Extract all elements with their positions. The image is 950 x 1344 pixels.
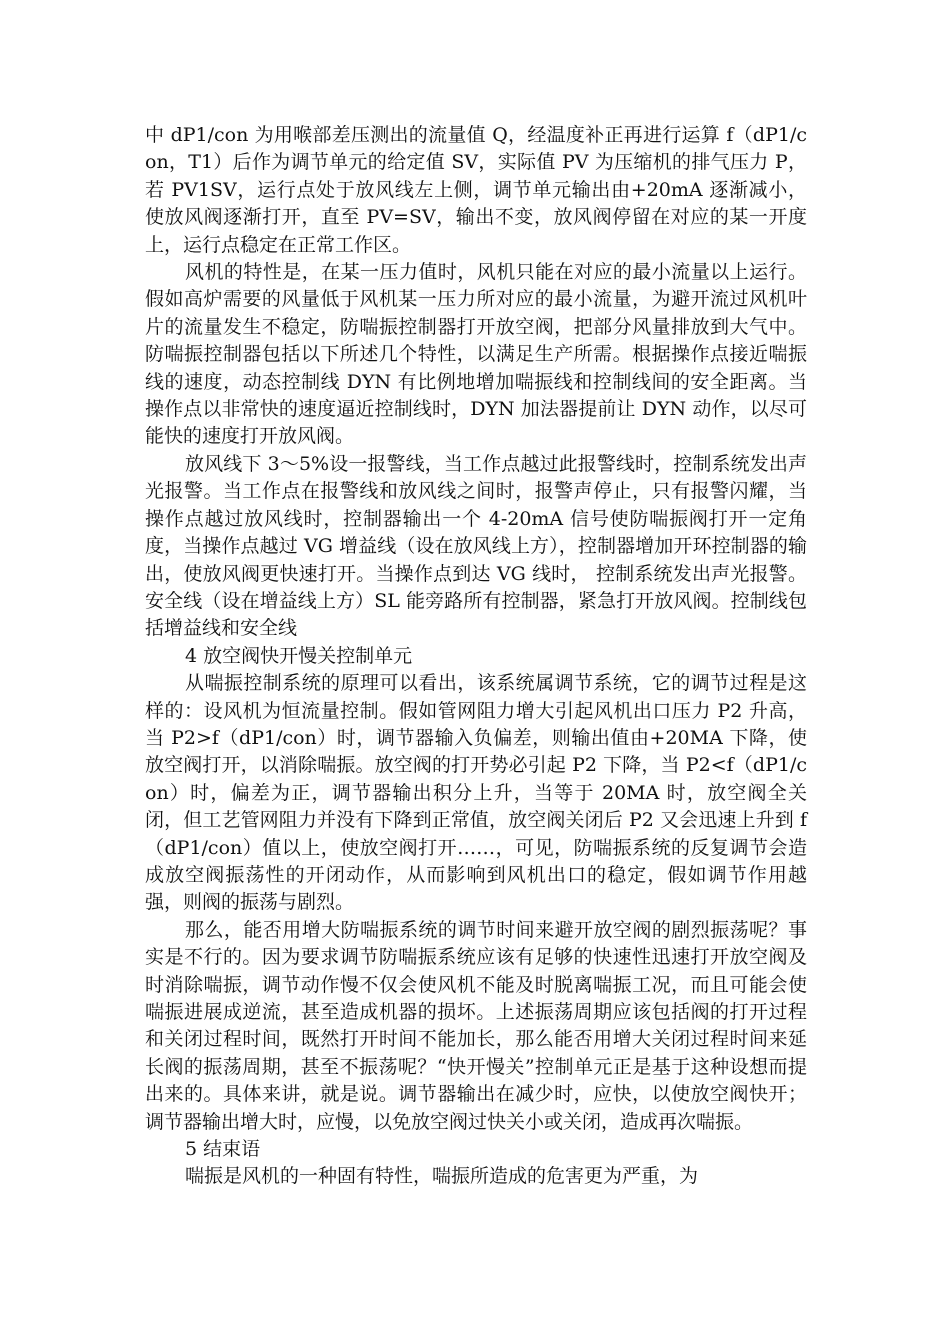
section-heading-5: 5 结束语 bbox=[185, 1138, 261, 1161]
paragraph-continuation: 中 dP1/con 为用喉部差压测出的流量值 Q，经温度补正再进行运算 f（dP1/con，T1）后作为调节单元的给定值 SV，实际值 PV 为压缩机的排气压力 P，若 PV1SV，运行点处于放风线左上侧，调节单元输出由+20mA 逐渐减小，使放风阀逐渐打开，直至 PV=SV，输出不变，放风阀停留在对应的某一开度上，运行点稳定在正常工作区。 bbox=[145, 124, 807, 256]
section-heading-4: 4 放空阀快开慢关控制单元 bbox=[185, 644, 413, 667]
paragraph-conclusion: 喘振是风机的一种固有特性，喘振所造成的危害更为严重，为 bbox=[185, 1165, 699, 1188]
paragraph-alarm-line: 放风线下 3～5%设一报警线，当工作点越过此报警线时，控制系统发出声光报警。当工作点在报警线和放风线之间时，报警声停止，只有报警闪耀，当操作点越过放风线时，控制器输出一个 4-20mA 信号使防喘振阀打开一定角度，当操作点越过 VG 增益线（设在放风线上方），控制器增加开环控制器的输出，使放风阀更快速打开。当操作点到达 VG 线时， 控制系统发出声光报警。安全线（设在增益线上方）SL 能旁路所有控制器，紧急打开放风阀。控制线包括增益线和安全线 bbox=[145, 452, 807, 640]
paragraph-fan-characteristics: 风机的特性是，在某一压力值时，风机只能在对应的最小流量以上运行。假如高炉需要的风量低于风机某一压力所对应的最小流量，为避开流过风机叶片的流量发生不稳定，防喘振控制器打开放空阀，把部分风量排放到大气中。防喘振控制器包括以下所述几个特性，以满足生产所需。根据操作点接近喘振线的速度，动态控制线 DYN 有比例地增加喘振线和控制线间的安全距离。当操作点以非常快的速度逼近控制线时，DYN 加法器提前让 DYN 动作，以尽可能快的速度打开放风阀。 bbox=[145, 261, 807, 448]
paragraph-control-principle: 从喘振控制系统的原理可以看出，该系统属调节系统，它的调节过程是这样的：设风机为恒流量控制。假如管网阻力增大引起风机出口压力 P2 升高，当 P2>f（dP1/con）时，调节器输入负偏差，则输出值由+20MA 下降，使放空阀打开，以消除喘振。放空阀的打开势必引起 P2 下降，当 P2<f（dP1/con）时，偏差为正，调节器输出积分上升，当等于 20MA 时，放空阀全关闭，但工艺管网阻力并没有下降到正常值，放空阀关闭后 P2 又会迅速上升到 f（dP1/con）值以上，使放空阀打开……，可见，防喘振系统的反复调节会造成放空阀振荡性的开闭动作，从而影响到风机出口的稳定，假如调节作用越强，则阀的振荡与剧烈。 bbox=[145, 672, 807, 914]
paragraph-fast-open-slow-close: 那么，能否用增大防喘振系统的调节时间来避开放空阀的剧烈振荡呢？事实是不行的。因为要求调节防喘振系统应该有足够的快速性迅速打开放空阀及时消除喘振，调节动作慢不仅会使风机不能及时脱离喘振工况，而且可能会使喘振进展成逆流，甚至造成机器的损坏。上述振荡周期应该包括阀的打开过程和关闭过程时间，既然打开时间不能加长，那么能否用增大关闭过程时间来延长阀的振荡周期，甚至不振荡呢？“快开慢关”控制单元正是基于这种设想而提出来的。具体来讲，就是说。调节器输出在减少时，应快，以使放空阀快开；调节器输出增大时，应慢，以免放空阀过快关小或关闭，造成再次喘振。 bbox=[145, 918, 807, 1133]
document-page bbox=[145, 122, 807, 1191]
